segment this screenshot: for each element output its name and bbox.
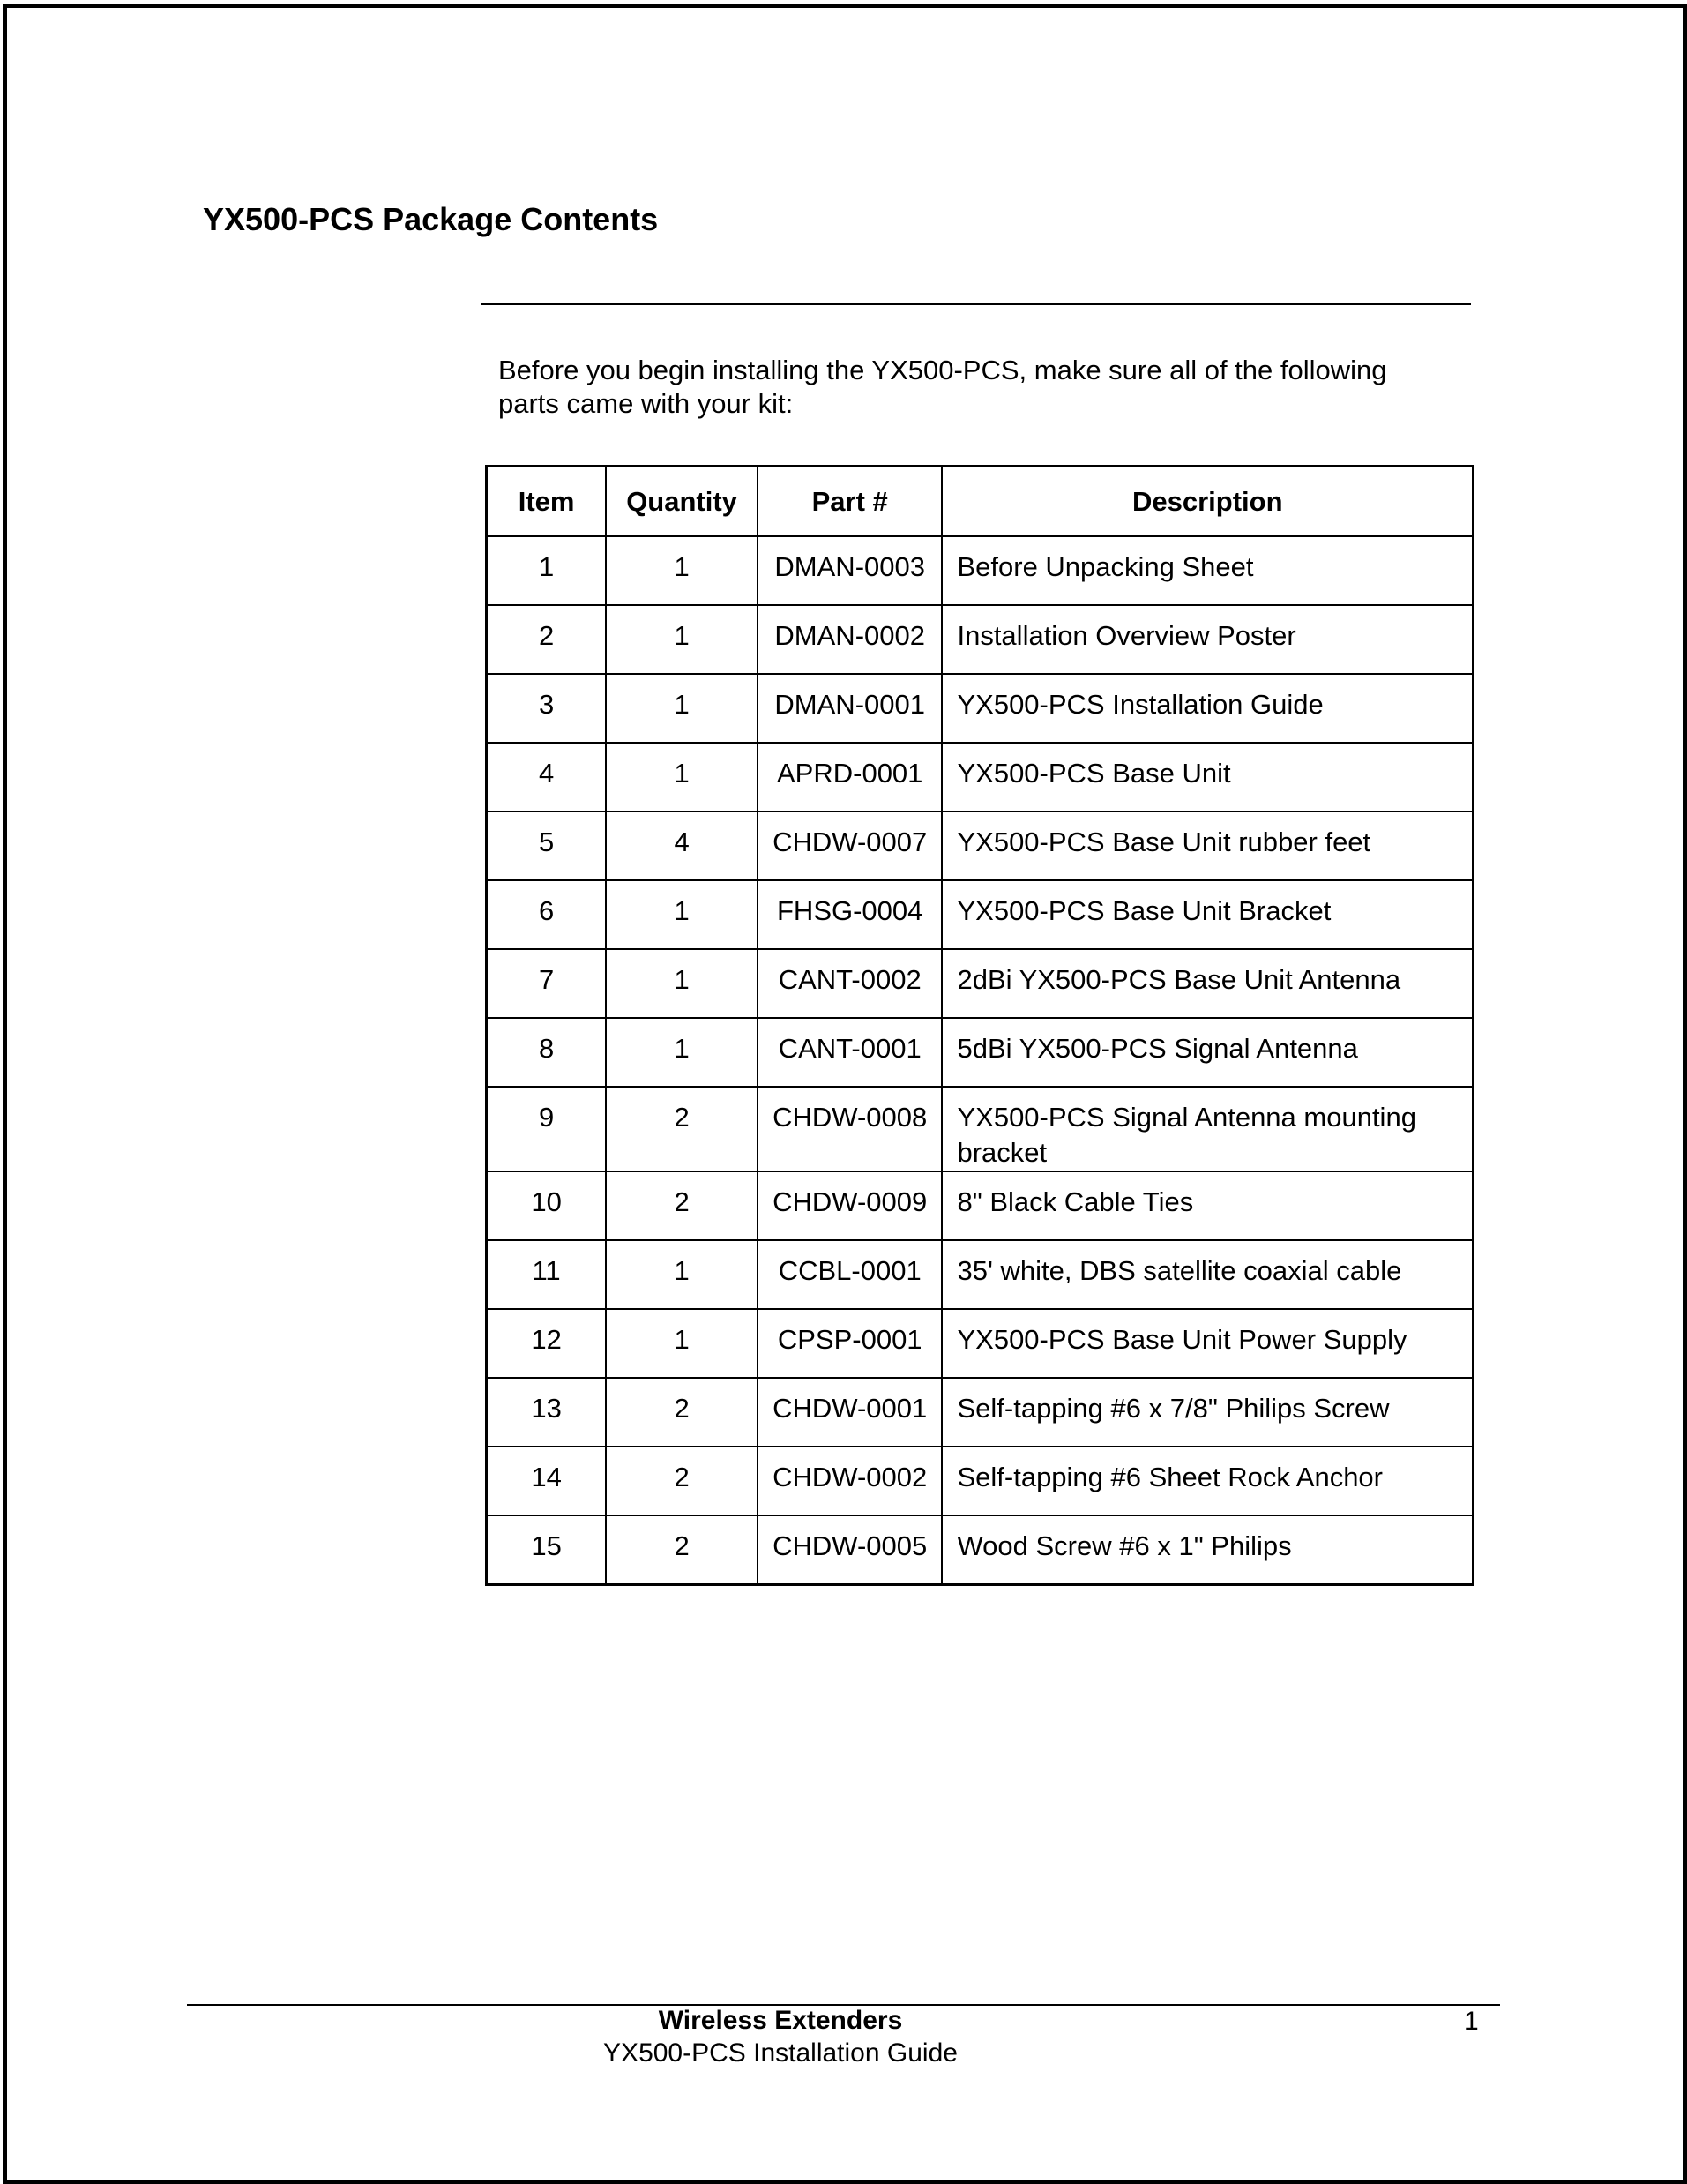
cell-quantity: 1 [606, 743, 758, 812]
cell-item: 12 [487, 1309, 607, 1378]
cell-quantity: 1 [606, 1309, 758, 1378]
table-row [487, 1018, 1474, 1087]
cell-quantity: 1 [606, 1240, 758, 1309]
cell-part-number: DMAN-0003 [758, 536, 943, 605]
cell-item: 8 [487, 1018, 607, 1087]
title-divider [481, 303, 1471, 305]
cell-part-number: APRD-0001 [758, 743, 943, 812]
cell-quantity: 1 [606, 605, 758, 674]
column-header-item: Item [487, 467, 607, 537]
table-row [487, 1087, 1474, 1171]
cell-item: 3 [487, 674, 607, 743]
cell-quantity: 4 [606, 812, 758, 880]
cell-description: YX500-PCS Installation Guide [942, 674, 1473, 743]
table-row [487, 949, 1474, 1018]
cell-quantity: 2 [606, 1087, 758, 1171]
cell-part-number: FHSG-0004 [758, 880, 943, 949]
cell-quantity: 2 [606, 1378, 758, 1447]
cell-description: Wood Screw #6 x 1" Philips [942, 1515, 1473, 1584]
cell-part-number: CHDW-0002 [758, 1447, 943, 1515]
intro-line: Before you begin installing the YX500-PCS, make sure all of the following [498, 355, 1387, 385]
table-row [487, 605, 1474, 674]
cell-part-number: CANT-0002 [758, 949, 943, 1018]
cell-item: 10 [487, 1171, 607, 1240]
cell-description: YX500-PCS Signal Antenna mounting bracket [942, 1087, 1473, 1171]
cell-description: Installation Overview Poster [942, 605, 1473, 674]
page-number: 1 [1464, 2007, 1479, 2036]
cell-item: 5 [487, 812, 607, 880]
table-row [487, 1171, 1474, 1240]
intro-paragraph [498, 354, 1468, 421]
cell-description: YX500-PCS Base Unit Bracket [942, 880, 1473, 949]
cell-quantity: 2 [606, 1447, 758, 1515]
cell-description: Self-tapping #6 Sheet Rock Anchor [942, 1447, 1473, 1515]
cell-part-number: CHDW-0005 [758, 1515, 943, 1584]
cell-quantity: 1 [606, 949, 758, 1018]
cell-part-number: CANT-0001 [758, 1018, 943, 1087]
cell-part-number: CHDW-0009 [758, 1171, 943, 1240]
table-row [487, 1515, 1474, 1584]
table-row [487, 880, 1474, 949]
cell-quantity: 1 [606, 674, 758, 743]
cell-item: 11 [487, 1240, 607, 1309]
cell-description: Before Unpacking Sheet [942, 536, 1473, 605]
table-row [487, 674, 1474, 743]
cell-item: 7 [487, 949, 607, 1018]
table-body [487, 536, 1474, 1584]
column-header-description: Description [942, 467, 1473, 537]
footer-document-title: YX500-PCS Installation Guide [603, 2038, 958, 2068]
intro-line: parts came with your kit: [498, 388, 794, 419]
footer-company: Wireless Extenders [658, 2006, 903, 2035]
cell-description: 35' white, DBS satellite coaxial cable [942, 1240, 1473, 1309]
package-contents-table [485, 465, 1474, 1586]
cell-item: 2 [487, 605, 607, 674]
cell-quantity: 1 [606, 880, 758, 949]
table-row [487, 1378, 1474, 1447]
cell-part-number: CCBL-0001 [758, 1240, 943, 1309]
cell-item: 15 [487, 1515, 607, 1584]
cell-item: 6 [487, 880, 607, 949]
table-row [487, 743, 1474, 812]
cell-part-number: CHDW-0001 [758, 1378, 943, 1447]
column-header-quantity: Quantity [606, 467, 758, 537]
cell-description: Self-tapping #6 x 7/8" Philips Screw [942, 1378, 1473, 1447]
cell-description: 8" Black Cable Ties [942, 1171, 1473, 1240]
table-row [487, 1309, 1474, 1378]
table-row [487, 1447, 1474, 1515]
cell-part-number: CHDW-0007 [758, 812, 943, 880]
cell-description: 5dBi YX500-PCS Signal Antenna [942, 1018, 1473, 1087]
cell-part-number: DMAN-0001 [758, 674, 943, 743]
page-title: YX500-PCS Package Contents [203, 201, 659, 237]
table-row [487, 812, 1474, 880]
cell-quantity: 1 [606, 1018, 758, 1087]
table-header-row [487, 467, 1474, 537]
cell-description: 2dBi YX500-PCS Base Unit Antenna [942, 949, 1473, 1018]
cell-item: 14 [487, 1447, 607, 1515]
cell-item: 9 [487, 1087, 607, 1171]
table-row [487, 536, 1474, 605]
cell-description: YX500-PCS Base Unit Power Supply [942, 1309, 1473, 1378]
cell-quantity: 1 [606, 536, 758, 605]
column-header-part-number: Part # [758, 467, 943, 537]
cell-quantity: 2 [606, 1171, 758, 1240]
cell-part-number: DMAN-0002 [758, 605, 943, 674]
cell-description: YX500-PCS Base Unit rubber feet [942, 812, 1473, 880]
cell-item: 1 [487, 536, 607, 605]
table-row [487, 1240, 1474, 1309]
cell-item: 13 [487, 1378, 607, 1447]
cell-item: 4 [487, 743, 607, 812]
cell-part-number: CPSP-0001 [758, 1309, 943, 1378]
cell-quantity: 2 [606, 1515, 758, 1584]
cell-part-number: CHDW-0008 [758, 1087, 943, 1171]
cell-description: YX500-PCS Base Unit [942, 743, 1473, 812]
